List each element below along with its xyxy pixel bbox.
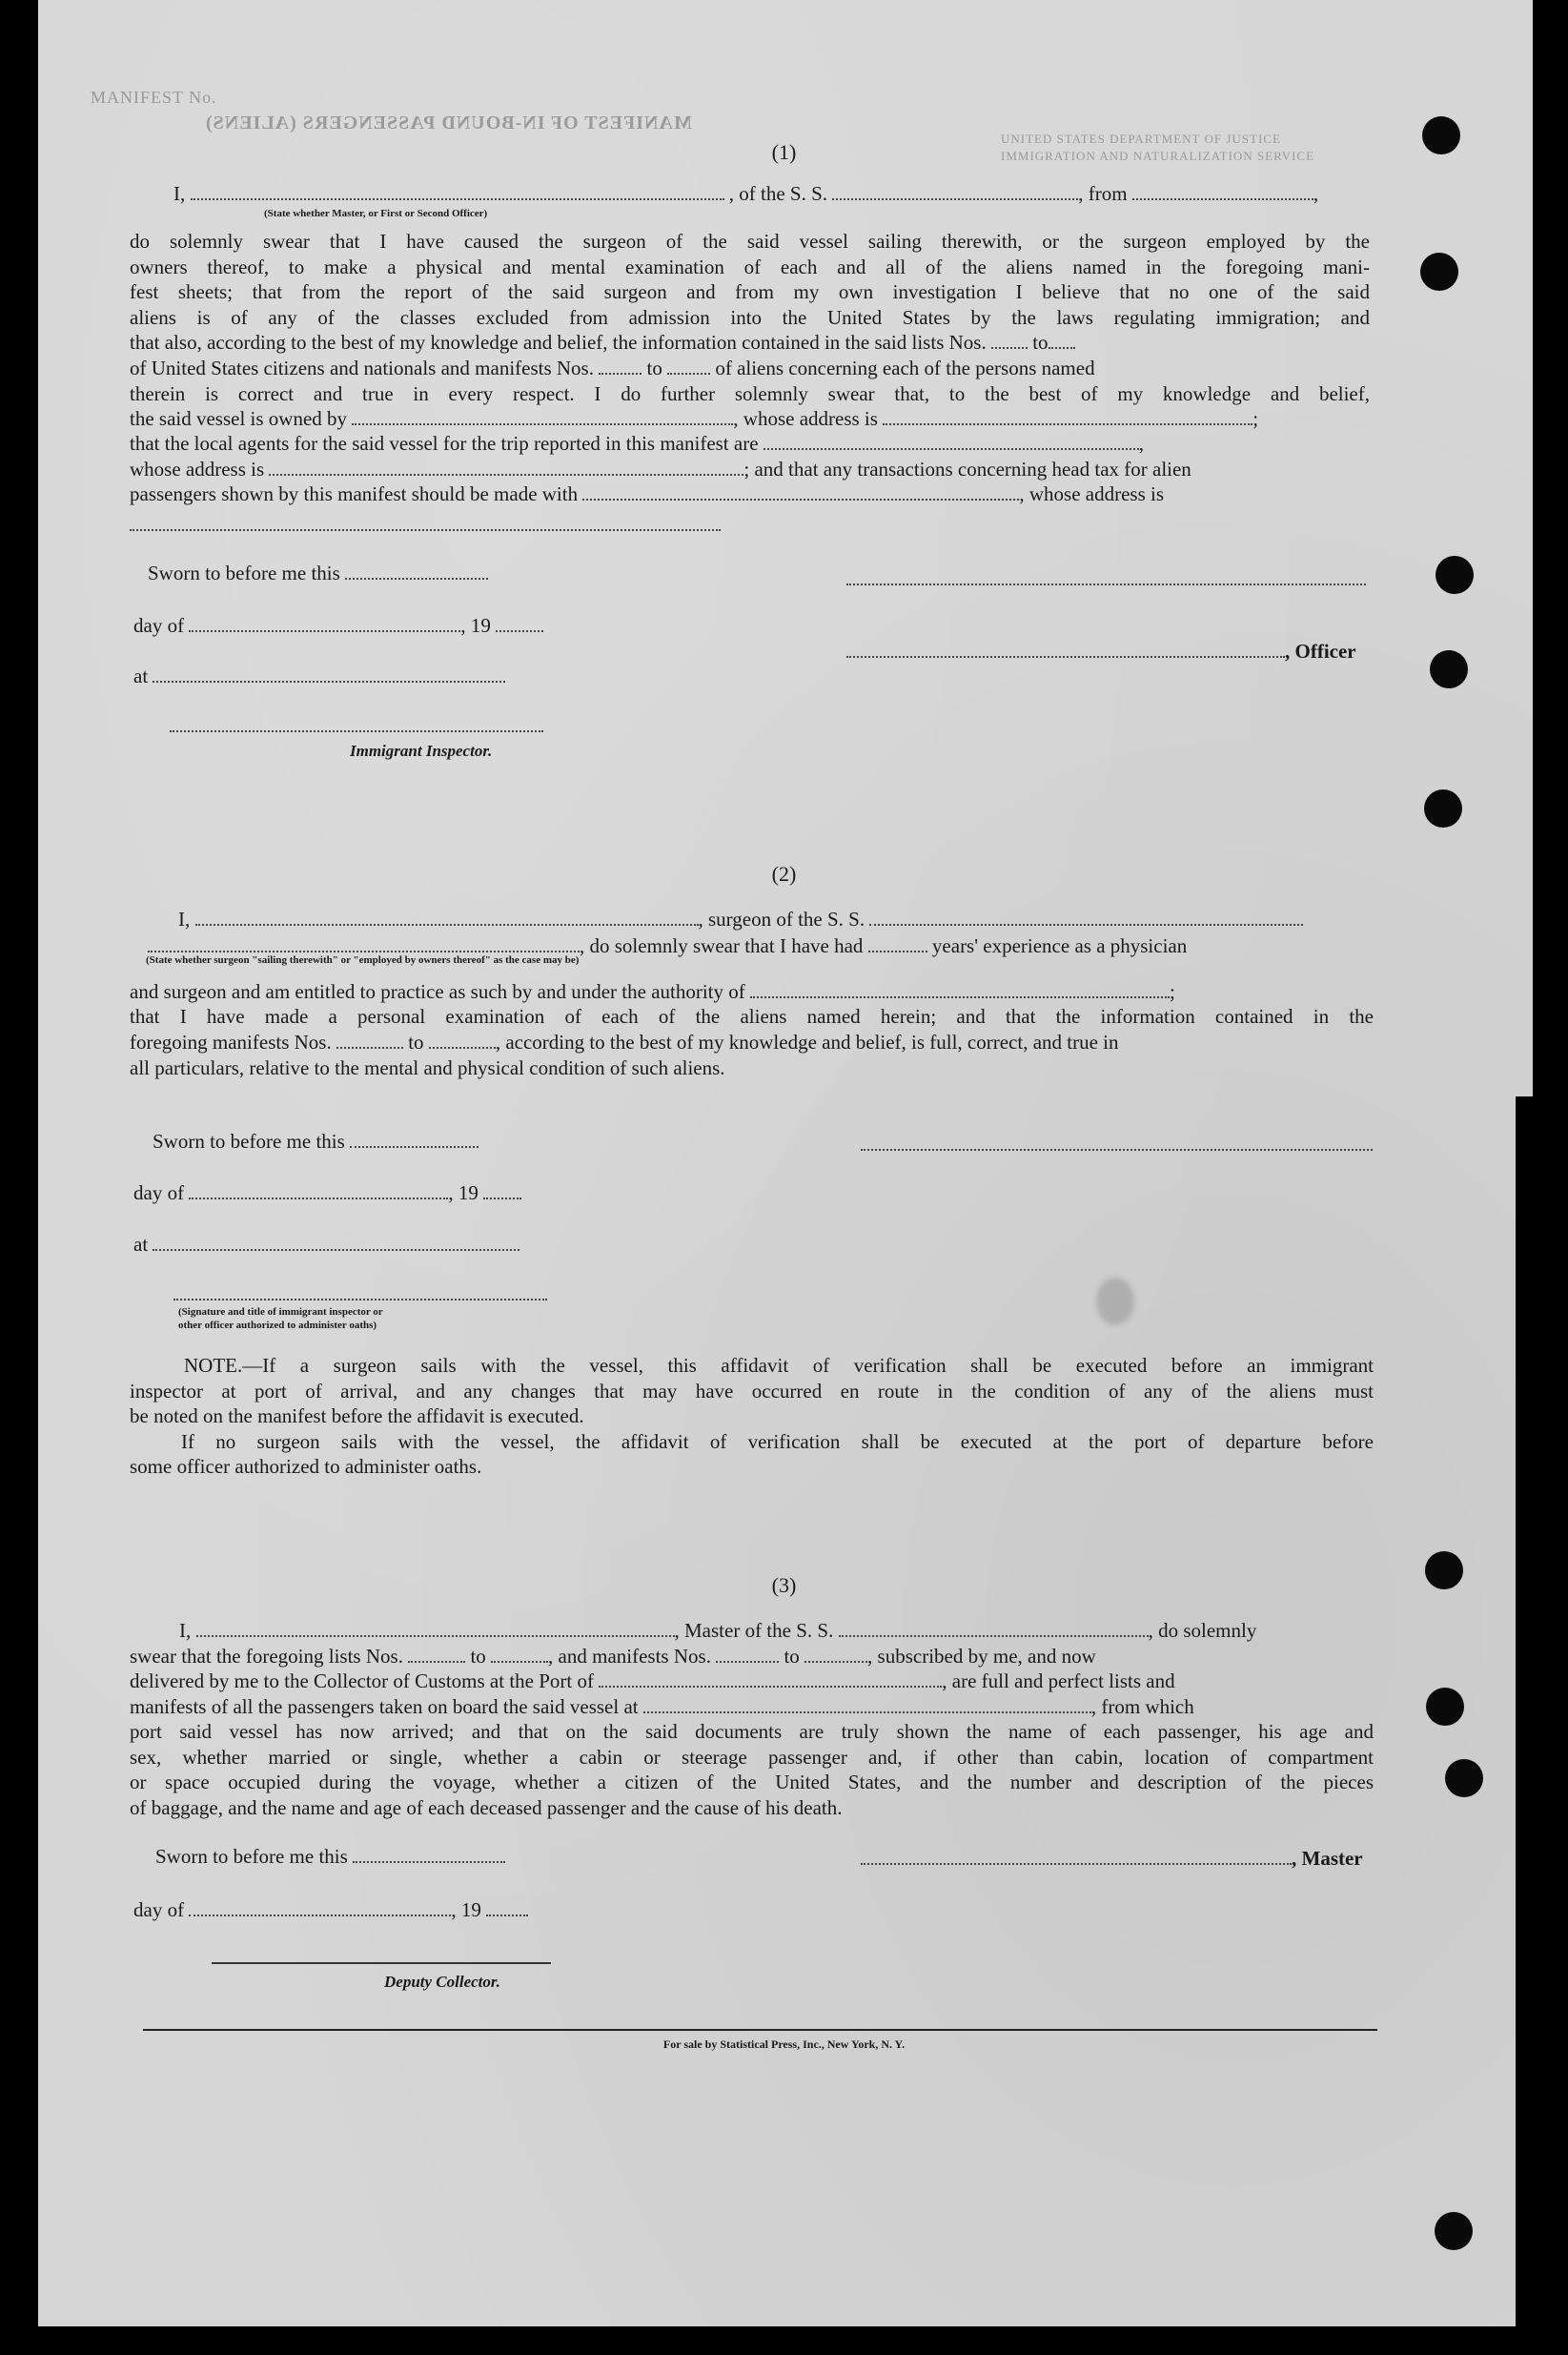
para-line-8 [130, 406, 1258, 431]
para-text: of United States citizens and nationals and manifests Nos. [130, 357, 594, 379]
s1-day-of [133, 613, 543, 638]
year-prefix: , 19 [460, 614, 491, 637]
punch-hole [1435, 2212, 1473, 2250]
para-line-4: aliens is of any of the classes excluded from admission into the United States by the laws regulating immigration; and [130, 306, 1370, 329]
punch-hole [1436, 556, 1474, 594]
para-text: ; and that any transactions concerning head tax for alien [743, 458, 1191, 481]
inspector-signature-field[interactable] [170, 730, 543, 732]
s3-line-1 [179, 1618, 1256, 1643]
manifest-from-field[interactable] [336, 1034, 403, 1049]
name-field[interactable] [196, 1622, 675, 1637]
owner-field[interactable] [352, 410, 733, 425]
ship-field[interactable] [869, 911, 1303, 926]
from-field[interactable] [1132, 185, 1313, 200]
officer-label: , Officer [1285, 640, 1356, 663]
manifest-from-field[interactable] [716, 1648, 779, 1663]
day-of-label: day of [133, 1181, 185, 1204]
label-to: to [784, 1645, 800, 1668]
at-label: at [133, 1233, 149, 1256]
s2-day-of [133, 1180, 521, 1205]
deputy-label: Deputy Collector. [384, 1973, 500, 1991]
s3-line-7: or space occupied during the voyage, whether a citizen of the United States, and the number and description of the pieces [130, 1771, 1374, 1793]
year-field[interactable] [496, 617, 543, 632]
section2-sub-note: (State whether surgeon "sailing therewith" or "employed by owners thereof" as the case may be) [146, 954, 580, 966]
officer-signature-field[interactable] [846, 643, 1285, 658]
agents-field[interactable] [764, 435, 1139, 450]
s3-line-2 [130, 1644, 1096, 1669]
at-field[interactable] [153, 1236, 519, 1251]
para-text: that the local agents for the said vessel for the trip reported in this manifest are [130, 432, 759, 455]
sig-note-1: (Signature and title of immigrant inspector or [178, 1306, 383, 1318]
para-text: delivered by me to the Collector of Customs at the Port of [130, 1669, 594, 1692]
punch-hole [1445, 1759, 1483, 1797]
para-text: , are full and perfect lists and [942, 1669, 1175, 1692]
comma: , [1138, 432, 1145, 455]
para-line-6 [130, 356, 1095, 380]
para-text: and surgeon and am entitled to practice as such by and under the authority of [130, 980, 745, 1003]
sworn-label: Sworn to before me this [148, 562, 340, 584]
manifest-to-field[interactable] [804, 1648, 867, 1663]
s3-master [861, 1846, 1363, 1871]
para-text: , do solemnly swear that I have had [580, 934, 864, 957]
para-text: that also, according to the best of my knowledge and belief, the information contained in the said lists Nos. [130, 331, 987, 354]
label-i: I, [178, 908, 191, 931]
para-line-5 [130, 330, 1075, 355]
punch-hole [1430, 650, 1468, 688]
para-text: the said vessel is owned by [130, 407, 348, 430]
para-text: , subscribed by me, and now [867, 1645, 1096, 1668]
label-i: I, [173, 182, 186, 205]
day-field[interactable] [189, 617, 460, 632]
day-field[interactable] [189, 1901, 451, 1916]
para-text: of aliens concerning each of the persons named [715, 357, 1095, 379]
para-text: , Master of the S. S. [674, 1619, 834, 1642]
lists-to-field[interactable] [1049, 334, 1075, 349]
inspector-label: Immigrant Inspector. [350, 742, 493, 760]
address-continuation-field[interactable] [130, 529, 721, 531]
para-line-10 [130, 457, 1191, 481]
comma: , [1313, 182, 1319, 205]
at-field[interactable] [153, 667, 505, 683]
label-from: , from [1078, 182, 1128, 205]
day-of-label: day of [133, 1898, 185, 1921]
label-to: to [646, 357, 662, 379]
label-to: to [470, 1645, 486, 1668]
note-line-5: some officer authorized to administer oaths. [130, 1455, 482, 1478]
semicolon: ; [1170, 980, 1175, 1003]
semicolon: ; [1252, 407, 1259, 430]
faint-title-mirror: MANIFEST OF IN-BOUND PASSENGERS (ALIENS) [205, 113, 692, 133]
note-line-2: inspector at port of arrival, and any changes that may have occurred en route in the condition of any of the aliens must [130, 1380, 1374, 1403]
section1-sub-note: (State whether Master, or First or Second Officer) [264, 208, 488, 219]
agents-address-field[interactable] [269, 461, 743, 476]
s1-sworn [148, 561, 488, 585]
para-line-3: fest sheets; that from the report of the said surgeon and from my own investigation I believe that no one of the said [130, 280, 1370, 303]
para-text: passengers shown by this manifest should be made with [130, 482, 579, 505]
para-text: , and manifests Nos. [548, 1645, 711, 1668]
sig-note-2: other officer authorized to administer oaths) [178, 1320, 377, 1331]
section1-heading: (1) [771, 140, 797, 164]
s1-at [133, 664, 505, 688]
para-text: , do solemnly [1148, 1619, 1257, 1642]
officer-signature-top[interactable] [846, 584, 1366, 585]
surgeon-signature-field[interactable] [861, 1149, 1373, 1151]
s2-line-6: all particulars, relative to the mental and physical condition of such aliens. [130, 1056, 725, 1079]
faint-service: IMMIGRATION AND NATURALIZATION SERVICE [1001, 149, 1315, 163]
note-text: —If a surgeon sails with the vessel, this affidavit of verification shall be executed before an immigrant [242, 1354, 1374, 1377]
para-text: manifests of all the passengers taken on board the said vessel at [130, 1695, 639, 1718]
para-text: years' experience as a physician [931, 934, 1188, 957]
ship-field[interactable] [839, 1622, 1149, 1637]
para-text: , whose address is [1019, 482, 1165, 505]
punch-hole [1424, 789, 1462, 828]
punch-hole [1420, 253, 1458, 291]
para-text: foregoing manifests Nos. [130, 1031, 332, 1054]
punch-hole [1426, 1688, 1464, 1726]
label-to: to [408, 1031, 424, 1054]
lists-from-field[interactable] [408, 1648, 465, 1663]
s2-line-5 [130, 1030, 1119, 1055]
lists-from-field[interactable] [991, 334, 1028, 349]
s3-line-3 [130, 1669, 1175, 1693]
name-field[interactable] [195, 911, 699, 926]
para-text: , whose address is [733, 407, 878, 430]
s2-sworn [153, 1129, 479, 1154]
lists-to-field[interactable] [491, 1648, 548, 1663]
port-field[interactable] [599, 1672, 942, 1688]
years-field[interactable] [868, 937, 927, 952]
year-field[interactable] [483, 1184, 521, 1199]
note-line-1 [184, 1353, 1374, 1378]
s3-line-6: sex, whether married or single, whether a cabin or steerage passenger and, if other than cabin, location of compartment [130, 1746, 1374, 1769]
sworn-date-field[interactable] [345, 564, 488, 580]
s3-line-8: of baggage, and the name and age of each deceased passenger and the cause of his death. [130, 1796, 843, 1819]
day-of-label: day of [133, 614, 185, 637]
boarding-port-field[interactable] [643, 1698, 1091, 1713]
owner-address-field[interactable] [883, 410, 1252, 425]
note-line-3: be noted on the manifest before the affidavit is executed. [130, 1404, 584, 1427]
s3-line-4 [130, 1694, 1194, 1719]
ship-field[interactable] [832, 185, 1078, 200]
footer-rule [143, 2029, 1377, 2031]
para-line-7: therein is correct and true in every respect. I do further solemnly swear that, to the best of my knowledge and belief, [130, 382, 1370, 405]
label-to: to [1032, 331, 1049, 354]
sworn-label: Sworn to before me this [153, 1130, 345, 1153]
faint-dept: UNITED STATES DEPARTMENT OF JUSTICE [1001, 132, 1281, 146]
s2-line-i [178, 907, 1303, 932]
s3-line-5: port said vessel has now arrived; and that on the said documents are truly shown the name of each passenger, his age and [130, 1720, 1374, 1743]
s1-officer [846, 639, 1356, 664]
para-text: , according to the best of my knowledge and belief, is full, correct, and true in [495, 1031, 1119, 1054]
manifest-from-field[interactable] [599, 359, 641, 375]
s2-at [133, 1232, 519, 1257]
s3-day-of [133, 1897, 528, 1922]
s2-line-4: that I have made a personal examination of each of the aliens named herein; and that the information contained in the [130, 1005, 1374, 1028]
smudge-mark [1096, 1278, 1134, 1325]
sworn-date-field[interactable] [350, 1133, 479, 1148]
label-surgeon-of: , surgeon of the S. S. [698, 908, 865, 931]
label-i: I, [179, 1619, 192, 1642]
faint-manifest-no: MANIFEST No. [91, 88, 217, 107]
year-field[interactable] [486, 1901, 528, 1916]
para-text: swear that the foregoing lists Nos. [130, 1645, 403, 1668]
day-field[interactable] [189, 1184, 448, 1199]
s2-line-3 [130, 979, 1175, 1004]
section2-heading: (2) [771, 862, 797, 886]
para-text: whose address is [130, 458, 265, 481]
manifest-to-field[interactable] [667, 359, 710, 375]
manifest-to-field[interactable] [429, 1034, 496, 1049]
year-prefix: , 19 [451, 1898, 481, 1921]
s3-sworn [155, 1844, 505, 1869]
officer-signature-field[interactable] [173, 1299, 547, 1300]
note-label: NOTE. [184, 1354, 243, 1377]
sworn-date-field[interactable] [353, 1848, 505, 1863]
head-tax-field[interactable] [582, 485, 1019, 501]
para-line-2: owners thereof, to make a physical and mental examination of each and all of the aliens named in the foregoing mani- [130, 256, 1370, 278]
sworn-label: Sworn to before me this [155, 1845, 348, 1868]
para-text: , from which [1090, 1695, 1194, 1718]
surgeon-type-field[interactable] [148, 937, 580, 952]
label-of-ss: , of the S. S. [728, 182, 828, 205]
master-label: , Master [1292, 1847, 1363, 1870]
printer-footer: For sale by Statistical Press, Inc., New York, N. Y. [662, 2038, 906, 2051]
section3-heading: (3) [771, 1573, 797, 1597]
at-label: at [133, 665, 149, 687]
section1-line-i [173, 181, 1318, 206]
authority-field[interactable] [750, 983, 1170, 998]
page-edge-shadow [1516, 1096, 1568, 2355]
name-field[interactable] [191, 185, 724, 200]
master-signature-field[interactable] [861, 1850, 1292, 1865]
para-line-9 [130, 431, 1144, 456]
para-line-1: do solemnly swear that I have caused the surgeon of the said vessel sailing therewith, or the surgeon employed by the [130, 230, 1370, 253]
year-prefix: , 19 [448, 1181, 479, 1204]
collector-signature-field[interactable] [212, 1962, 551, 1964]
para-line-11 [130, 481, 1164, 506]
note-line-4: If no surgeon sails with the vessel, the affidavit of verification shall be executed at the port of departure before [181, 1430, 1374, 1453]
